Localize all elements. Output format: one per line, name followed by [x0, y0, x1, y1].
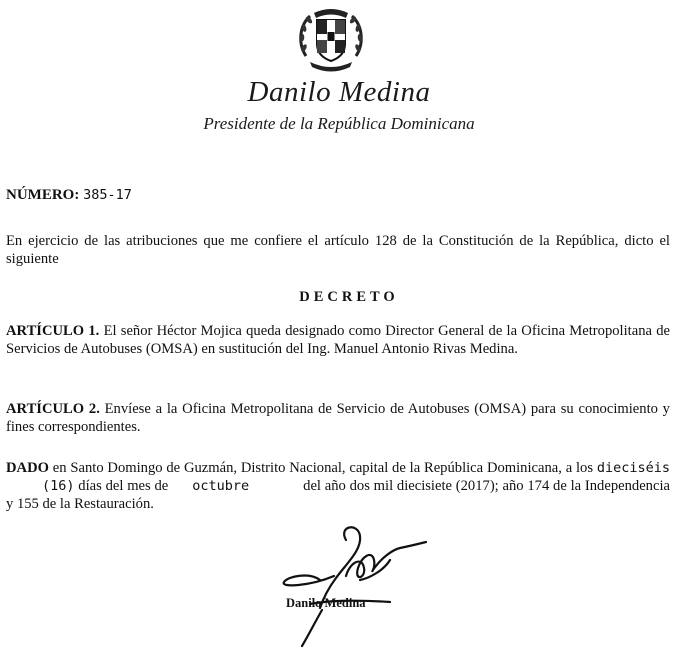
president-title-header: Presidente de la República Dominicana [203, 114, 475, 133]
article-2-text: Envíese a la Oficina Metropolitana de Servicio de Autobuses (OMSA) para su conocimiento y fines correspondientes. [6, 401, 670, 435]
decree-number [6, 187, 132, 204]
dado-label: DADO [6, 460, 49, 476]
dado-text-2: días del mes de [78, 478, 169, 494]
intro-paragraph: En ejercicio de las atribuciones que me confiere el artículo 128 de la Constitución de la República, dicto el siguiente [6, 233, 670, 267]
article-1-label: ARTÍCULO 1. [6, 323, 100, 339]
dado-month: octubre [192, 478, 250, 494]
article-1 [6, 322, 670, 358]
president-name-header: Danilo Medina [247, 76, 431, 108]
article-2-label: ARTÍCULO 2. [6, 401, 100, 417]
dado-paragraph [6, 459, 670, 513]
dado-text-1: en Santo Domingo de Guzmán, Distrito Nacional, capital de la República Dominicana, a los [52, 460, 594, 476]
numero-value: 385-17 [83, 187, 132, 203]
decreto-heading: DECRETO [299, 289, 399, 305]
article-1-text: El señor Héctor Mojica queda designado como Director General de la Oficina Metropolitana de Servicios de Autobuses (OMSA) en sustitución del Ing. Manuel Antonio Rivas Medina. [6, 323, 670, 357]
signature-printed-name: Danilo Medina [286, 596, 366, 610]
dado-day-word: dieciséis [596, 460, 670, 476]
dado-day-number: (16) [42, 478, 75, 494]
coat-of-arms-icon [296, 4, 366, 74]
handwritten-signature-icon [250, 520, 450, 648]
article-2 [6, 400, 670, 436]
numero-label: NÚMERO: [6, 187, 80, 203]
dado-text-3: del año dos mil diecisiete (2017); año 174 de la Independencia y 155 de la Restauración. [6, 478, 670, 512]
